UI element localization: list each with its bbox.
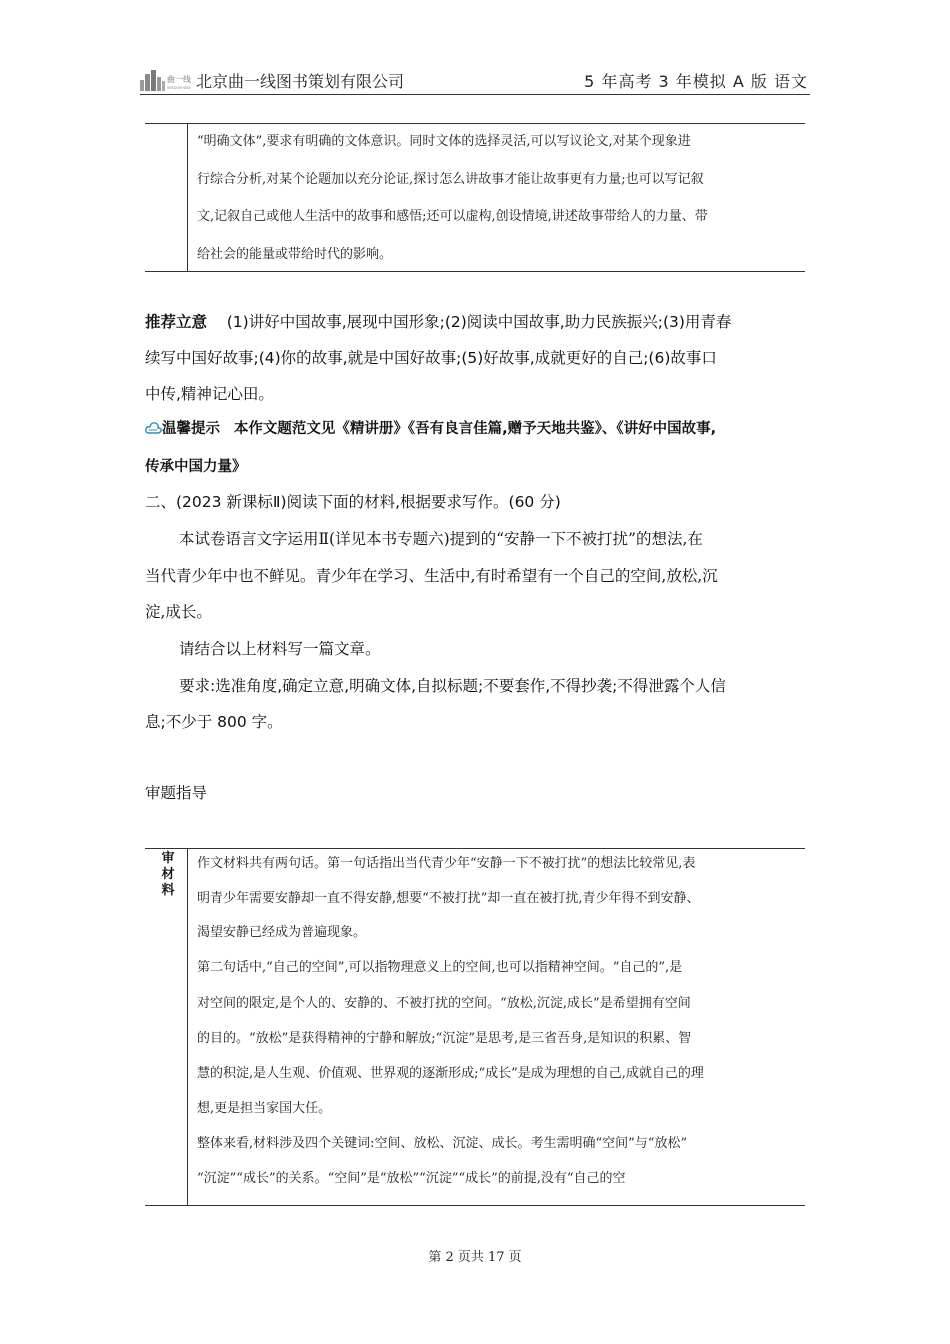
book-title: 5 年高考 3 年模拟 A 版 语文 [584, 72, 808, 91]
material-line-2: 当代青少年中也不鲜见。青少年在学习、生活中,有时希望有一个自己的空间,放松,沉 [145, 567, 718, 585]
requirement-line-2: 息;不少于 800 字。 [145, 713, 283, 731]
box-line: “明确文体”,要求有明确的文体意识。同时文体的选择灵活,可以写议论文,对某个现象进 [197, 134, 691, 149]
guide-line: 对空间的限定,是个人的、安静的、不被打扰的空间。“放松,沉淀,成长”是希望拥有空间 [197, 996, 691, 1011]
recommend-line-1 [145, 310, 731, 332]
publisher-name: 北京曲一线图书策划有限公司 [196, 72, 405, 91]
logo-text: 曲一线 [167, 75, 191, 84]
guide-line: 作文材料共有两句话。第一句话指出当代青少年“安静一下不被打扰”的想法比较常见,表 [197, 856, 696, 871]
instruction-line: 请结合以上材料写一篇文章。 [179, 640, 381, 658]
question-heading: 二、(2023 新课标Ⅱ)阅读下面的材料,根据要求写作。(60 分) [145, 493, 561, 511]
tip-line-1 [145, 417, 716, 439]
guide-line: 第二句话中,“自己的空间”,可以指物理意义上的空间,也可以指精神空间。“自己的”,是 [197, 960, 683, 975]
box-line: 给社会的能量或带给时代的影响。 [197, 246, 393, 262]
box-line: 文,记叙自己或他人生活中的故事和感悟;还可以虚构,创设情境,讲述故事带给人的力量、带 [197, 209, 708, 224]
tip-cloud-icon [145, 421, 162, 439]
guide-line: 想,更是担当家国大任。 [197, 1101, 332, 1116]
guide-title: 审题指导 [145, 784, 208, 802]
box-line: 行综合分析,对某个论题加以充分论证,探讨怎么讲故事才能让故事更有力量;也可以写记叙 [197, 171, 704, 187]
guide-line: 慧的积淀,是人生观、价值观、世界观的逐渐形成;“成长”是成为理想的自己,成就自己的理 [197, 1066, 704, 1081]
recommend-line-2: 续写中国好故事;(4)你的故事,就是中国好故事;(5)好故事,成就更好的自己;(6)故事口 [145, 349, 717, 367]
guide-box [145, 848, 805, 1206]
page-header [140, 66, 810, 95]
tip-text: 本作文题范文见《精讲册》《吾有良言佳篇,赠予天地共鉴》、《讲好中国故事, [233, 421, 717, 437]
guide-line: “沉淀”“成长”的关系。“空间”是“放松”“沉淀”“成长”的前提,没有“自己的空 [197, 1171, 626, 1186]
guide-line: 的目的。“放松”是获得精神的宁静和解放;“沉淀”是思考,是三省吾身,是知识的积累、智 [197, 1031, 692, 1046]
tip-line-2: 传承中国力量》 [145, 459, 247, 475]
analysis-box-continued [145, 123, 805, 272]
logo-subtext: WISDOM WAY [167, 86, 191, 90]
material-line-3: 淀,成长。 [145, 603, 212, 621]
guide-side-label: 审 材 料 [161, 851, 175, 898]
guide-line: 明青少年需要安静却一直不得安静,想要“不被打扰”却一直在被打扰,青少年得不到安静、 [197, 891, 700, 906]
recommend-label: 推荐立意 [145, 313, 208, 331]
page-footer: 第 2 页共 17 页 [428, 1250, 522, 1265]
box-divider [187, 124, 188, 271]
box-divider [187, 849, 188, 1205]
recommend-line-3: 中传,精神记心田。 [145, 385, 274, 403]
guide-line: 渴望安静已经成为普遍现象。 [197, 925, 367, 940]
tip-label: 温馨提示 [162, 421, 220, 437]
recommend-text: (1)讲好中国故事,展现中国形象;(2)阅读中国故事,助力民族振兴;(3)用青春 [226, 313, 732, 331]
material-line-1: 本试卷语言文字运用Ⅱ(详见本书专题六)提到的“安静一下不被打扰”的想法,在 [179, 530, 703, 548]
guide-line: 整体来看,材料涉及四个关键词:空间、放松、沉淀、成长。考生需明确“空间”与“放松” [197, 1136, 688, 1151]
requirement-line-1: 要求:选准角度,确定立意,明确文体,自拟标题;不要套作,不得抄袭;不得泄露个人信 [179, 677, 726, 695]
